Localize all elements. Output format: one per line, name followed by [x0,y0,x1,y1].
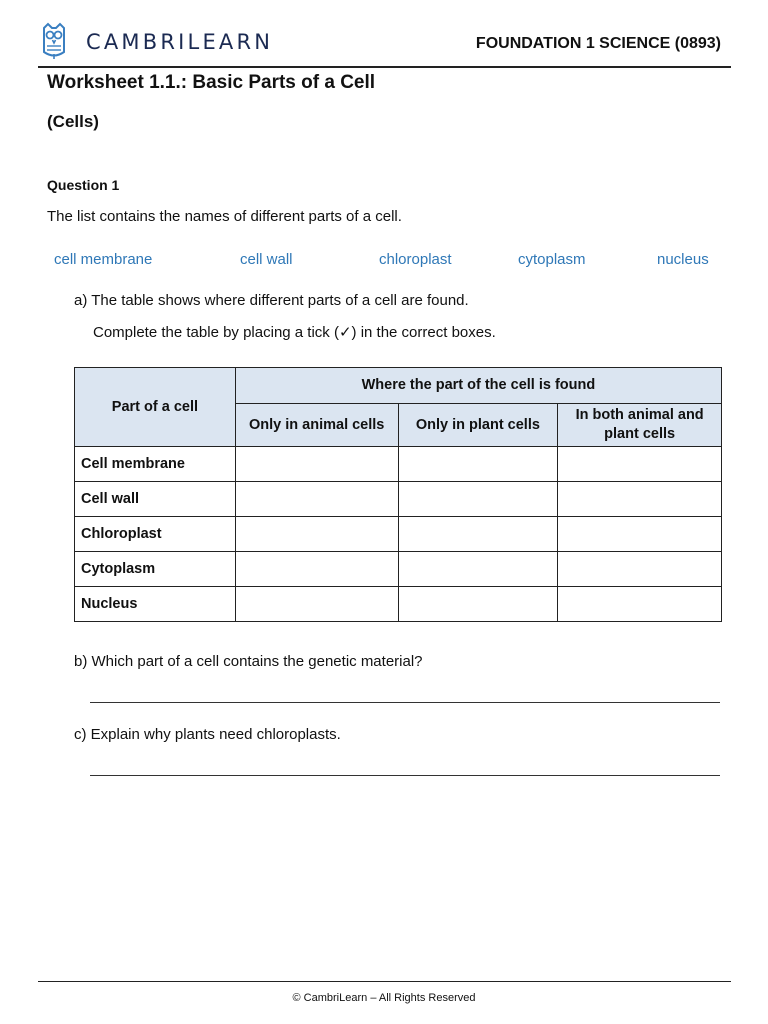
row-label: Chloroplast [75,517,236,552]
column-header-both: In both animal and plant cells [558,404,722,447]
word-list-item: cell wall [240,251,293,268]
row-header-cell: Part of a cell [75,368,236,447]
answer-line-c[interactable] [90,775,720,776]
column-header-animal: Only in animal cells [235,404,398,447]
tick-box[interactable] [558,447,722,482]
row-label: Nucleus [75,587,236,622]
table-row [75,517,722,552]
header-divider [38,66,731,68]
tick-box[interactable] [558,517,722,552]
question-heading: Question 1 [47,177,120,193]
tick-box[interactable] [558,482,722,517]
question-intro: The list contains the names of different parts of a cell. [47,208,402,225]
part-c-prompt: c) Explain why plants need chloroplasts. [74,726,341,743]
footer-divider [38,981,731,982]
cell-parts-table [74,367,722,622]
tick-box[interactable] [558,587,722,622]
tick-box[interactable] [235,482,398,517]
row-label: Cell wall [75,482,236,517]
group-header-cell: Where the part of the cell is found [235,368,721,404]
tick-box[interactable] [398,587,558,622]
word-list-item: cell membrane [54,251,153,268]
row-label: Cell membrane [75,447,236,482]
table-row [75,447,722,482]
part-a-instruction: Complete the table by placing a tick (✓) in the correct boxes. [93,324,496,341]
word-list-item: chloroplast [379,251,452,268]
tick-box[interactable] [235,447,398,482]
tick-box[interactable] [558,552,722,587]
tick-box[interactable] [235,552,398,587]
tick-box[interactable] [398,447,558,482]
part-b-prompt: b) Which part of a cell contains the genetic material? [74,653,423,670]
course-title: FOUNDATION 1 SCIENCE (0893) [475,35,721,52]
table-row [75,587,722,622]
column-header-plant: Only in plant cells [398,404,558,447]
tick-box[interactable] [398,482,558,517]
answer-line-b[interactable] [90,702,720,703]
row-label: Cytoplasm [75,552,236,587]
brand-name: CAMBRILEARN [86,30,274,54]
word-list-item: nucleus [657,251,709,268]
copyright-footer: © CambriLearn – All Rights Reserved [292,992,476,1004]
tick-box[interactable] [235,587,398,622]
part-a-prompt: a) The table shows where different parts of a cell are found. [74,292,469,309]
tick-box[interactable] [398,552,558,587]
word-list-item: cytoplasm [518,251,586,268]
table-row [75,482,722,517]
tick-box[interactable] [398,517,558,552]
table-row [75,552,722,587]
worksheet-subtitle: (Cells) [47,112,99,131]
tick-box[interactable] [235,517,398,552]
worksheet-title: Worksheet 1.1.: Basic Parts of a Cell [47,72,376,93]
owl-icon [38,22,70,60]
